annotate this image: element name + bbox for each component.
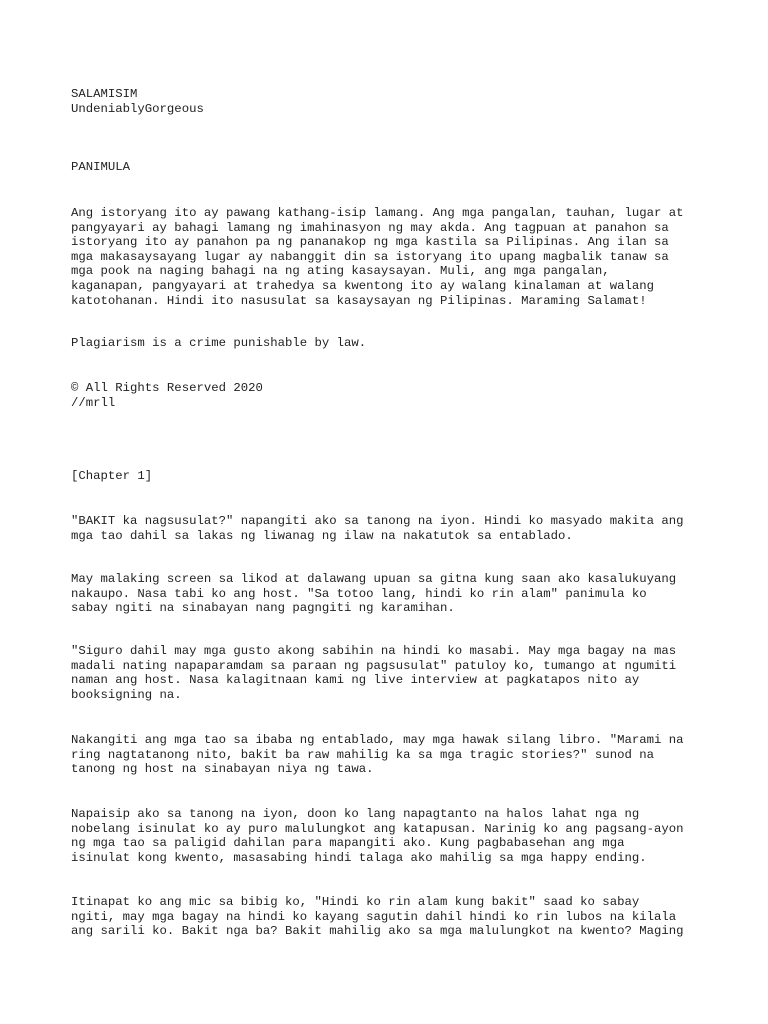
chapter-heading: [Chapter 1] bbox=[71, 469, 153, 483]
story-paragraph: "BAKIT ka nagsusulat?" napangiti ako sa tanong na iyon. Hindi ko masyado makita ang mga tao dahil sa lakas ng liwanag ng ilaw na nakatutok sa entablado. bbox=[71, 514, 684, 543]
story-paragraph: Napaisip ako sa tanong na iyon, doon ko lang napagtanto na halos lahat nga ng nobelang isinulat ko ay puro malulungkot ang katapusan. Narinig ko ang pagsang-ayon ng mga tao sa paligid dahilan para mapangiti ako. Kung pagbabasehan ang mga isinulat kong kwento, masasabing hindi talaga ako mahilig sa mga happy ending. bbox=[71, 807, 684, 865]
story-paragraph: Itinapat ko ang mic sa bibig ko, "Hindi ko rin alam kung bakit" saad ko sabay ngiti, may mga bagay na hindi ko kayang sagutin dahil hindi ko rin lubos na kilala ang sarili ko. Bakit nga ba? Bakit mahilig ako sa mga malulungkot na kwento? Maging bbox=[71, 895, 684, 939]
disclaimer-paragraph: Ang istoryang ito ay pawang kathang-isip lamang. Ang mga pangalan, tauhan, lugar at pangyayari ay bahagi lamang ng imahinasyon ng may akda. Ang tagpuan at panahon sa istoryang ito ay panahon pa ng pananakop ng mga kastila sa Pilipinas. Ang ilan sa mga makasaysayang lugar ay nabanggit din sa istoryang ito upang magbalik tanaw sa mga pook na naging bahagi na ng ating kasaysayan. Muli, ang mga pangalan, kaganapan, pangyayari at trahedya sa kwentong ito ay walang kinalaman at walang katotohanan. Hindi ito nasusulat sa kasaysayan ng Pilipinas. Maraming Salamat! bbox=[71, 206, 684, 308]
story-paragraph: May malaking screen sa likod at dalawang upuan sa gitna kung saan ako kasalukuyang nakaupo. Nasa tabi ko ang host. "Sa totoo lang, hindi ko rin alam" panimula ko sabay ngiti na sinabayan nang pagngiti ng karamihan. bbox=[71, 572, 677, 616]
story-author: UndeniablyGorgeous bbox=[71, 102, 204, 116]
intro-heading: PANIMULA bbox=[71, 160, 131, 174]
story-paragraph: Nakangiti ang mga tao sa ibaba ng entablado, may mga hawak silang libro. "Marami na ring nagtatanong nito, bakit ba raw mahilig ka sa mga tragic stories?" sunod na tanong ng host na sinabayan niya ng tawa. bbox=[71, 733, 684, 777]
story-title: SALAMISIM bbox=[71, 87, 138, 101]
story-paragraph: "Siguro dahil may mga gusto akong sabihin na hindi ko masabi. May mga bagay na mas madali nating napaparamdam sa paraan ng pagsusulat" patuloy ko, tumango at ngumiti naman ang host. Nasa kalagitnaan kami ng live interview at pagkatapos nito ay booksigning na. bbox=[71, 644, 677, 702]
plagiarism-note: Plagiarism is a crime punishable by law. bbox=[71, 336, 367, 350]
copyright-notice: © All Rights Reserved 2020 //mrll bbox=[71, 381, 263, 410]
